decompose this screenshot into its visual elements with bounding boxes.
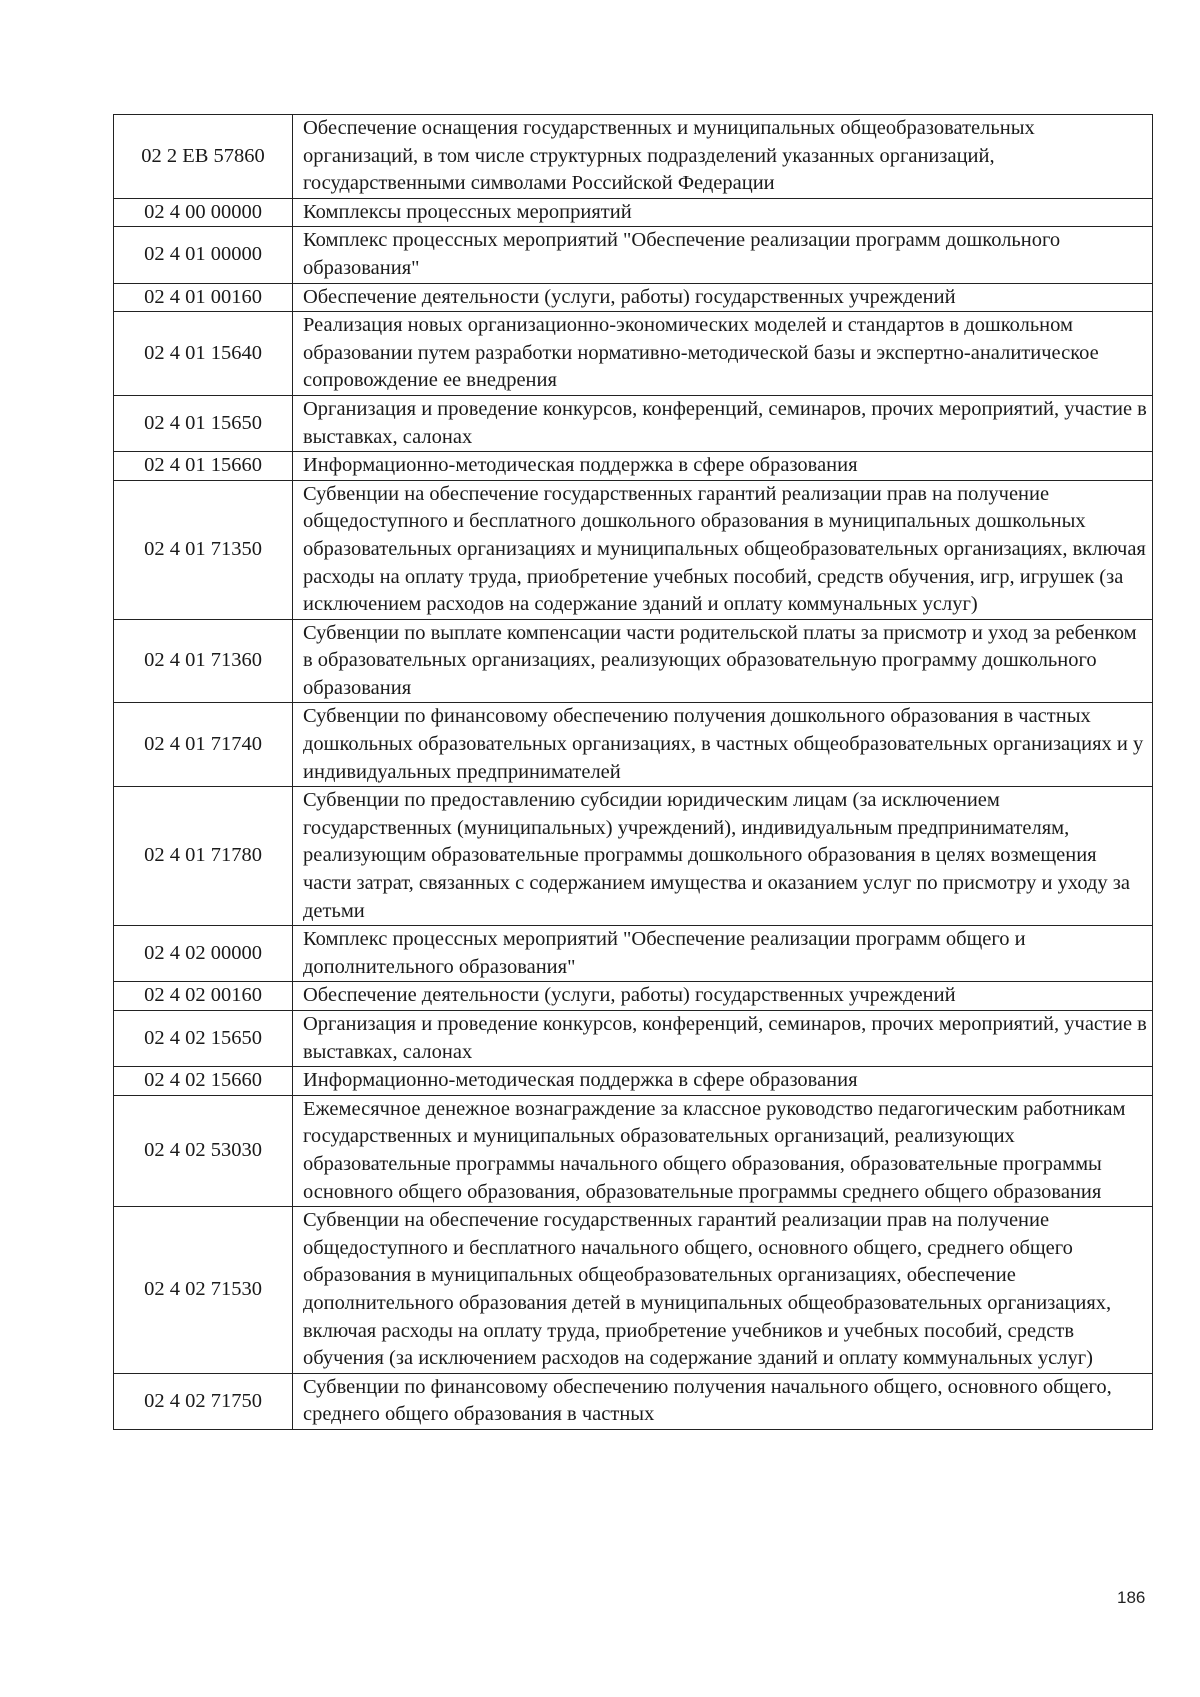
table-row xyxy=(114,115,1153,199)
table-row xyxy=(114,1011,1153,1067)
row-code: 02 4 01 71360 xyxy=(114,619,293,703)
row-code: 02 4 01 00160 xyxy=(114,283,293,312)
row-code: 02 4 01 15660 xyxy=(114,452,293,481)
row-description: Обеспечение оснащения государственных и муниципальных общеобразовательных организаций, в том числе структурных подразделений указанных организаций, государственными символами Российской Федерации xyxy=(293,115,1153,199)
row-code: 02 4 02 71530 xyxy=(114,1207,293,1374)
row-code: 02 4 00 00000 xyxy=(114,198,293,227)
row-code: 02 4 02 00160 xyxy=(114,982,293,1011)
row-description: Обеспечение деятельности (услуги, работы) государственных учреждений xyxy=(293,283,1153,312)
table-row xyxy=(114,480,1153,619)
table-row xyxy=(114,283,1153,312)
budget-classification-table xyxy=(113,114,1153,1430)
row-description: Субвенции на обеспечение государственных гарантий реализации прав на получение общедоступного и бесплатного начального общего, основного общего, среднего общего образования в муниципальных общеобразовательных организациях, обеспечение дополнительного образования детей в муниципальных общеобразовательных организациях, включая расходы на оплату труда, приобретение учебников и учебных пособий, средств обучения (за исключением расходов на содержание зданий и оплату коммунальных услуг) xyxy=(293,1207,1153,1374)
row-code: 02 4 01 00000 xyxy=(114,227,293,283)
row-description: Субвенции по финансовому обеспечению получения начального общего, основного общего, среднего общего образования в частных xyxy=(293,1373,1153,1429)
table-row xyxy=(114,1373,1153,1429)
table-row xyxy=(114,619,1153,703)
row-description: Организация и проведение конкурсов, конференций, семинаров, прочих мероприятий, участие в выставках, салонах xyxy=(293,395,1153,451)
row-description: Комплекс процессных мероприятий "Обеспечение реализации программ дошкольного образования" xyxy=(293,227,1153,283)
row-description: Реализация новых организационно-экономических моделей и стандартов в дошкольном образовании путем разработки нормативно-методической базы и экспертно-аналитическое сопровождение ее внедрения xyxy=(293,312,1153,396)
row-code: 02 4 02 15660 xyxy=(114,1067,293,1096)
row-description: Субвенции по финансовому обеспечению получения дошкольного образования в частных дошкольных образовательных организациях, в частных общеобразовательных организациях и у индивидуальных предпринимателей xyxy=(293,703,1153,787)
row-description: Информационно-методическая поддержка в сфере образования xyxy=(293,1067,1153,1096)
row-code: 02 4 02 00000 xyxy=(114,926,293,982)
page-number: 186 xyxy=(1117,1588,1146,1607)
table-row xyxy=(114,198,1153,227)
table-row xyxy=(114,312,1153,396)
row-code: 02 4 01 71350 xyxy=(114,480,293,619)
table-row xyxy=(114,227,1153,283)
row-code: 02 4 01 15640 xyxy=(114,312,293,396)
table-row xyxy=(114,926,1153,982)
row-description: Информационно-методическая поддержка в сфере образования xyxy=(293,452,1153,481)
table-row xyxy=(114,1095,1153,1206)
row-code: 02 4 02 71750 xyxy=(114,1373,293,1429)
row-code: 02 4 01 71740 xyxy=(114,703,293,787)
table-row xyxy=(114,395,1153,451)
table-row xyxy=(114,1067,1153,1096)
row-description: Субвенции на обеспечение государственных гарантий реализации прав на получение общедоступного и бесплатного дошкольного образования в муниципальных дошкольных образовательных организациях и муниципальных общеобразовательных организациях, включая расходы на оплату труда, приобретение учебных пособий, средств обучения, игр, игрушек (за исключением расходов на содержание зданий и оплату коммунальных услуг) xyxy=(293,480,1153,619)
row-code: 02 4 02 15650 xyxy=(114,1011,293,1067)
row-code: 02 4 01 15650 xyxy=(114,395,293,451)
table-row xyxy=(114,703,1153,787)
table-row xyxy=(114,1207,1153,1374)
row-description: Комплекс процессных мероприятий "Обеспечение реализации программ общего и дополнительного образования" xyxy=(293,926,1153,982)
row-description: Ежемесячное денежное вознаграждение за классное руководство педагогическим работникам государственных и муниципальных образовательных организаций, реализующих образовательные программы начального общего образования, образовательные программы основного общего образования, образовательные программы среднего общего образования xyxy=(293,1095,1153,1206)
row-code: 02 4 01 71780 xyxy=(114,787,293,926)
table-row xyxy=(114,787,1153,926)
table-row xyxy=(114,452,1153,481)
row-description: Организация и проведение конкурсов, конференций, семинаров, прочих мероприятий, участие в выставках, салонах xyxy=(293,1011,1153,1067)
table-row xyxy=(114,982,1153,1011)
row-description: Субвенции по предоставлению субсидии юридическим лицам (за исключением государственных (муниципальных) учреждений), индивидуальным предпринимателям, реализующим образовательные программы дошкольного образования в целях возмещения части затрат, связанных с содержанием имущества и оказанием услуг по присмотру и уходу за детьми xyxy=(293,787,1153,926)
row-description: Обеспечение деятельности (услуги, работы) государственных учреждений xyxy=(293,982,1153,1011)
row-code: 02 4 02 53030 xyxy=(114,1095,293,1206)
row-description: Субвенции по выплате компенсации части родительской платы за присмотр и уход за ребенком в образовательных организациях, реализующих образовательную программу дошкольного образования xyxy=(293,619,1153,703)
row-description: Комплексы процессных мероприятий xyxy=(293,198,1153,227)
row-code: 02 2 EB 57860 xyxy=(114,115,293,199)
